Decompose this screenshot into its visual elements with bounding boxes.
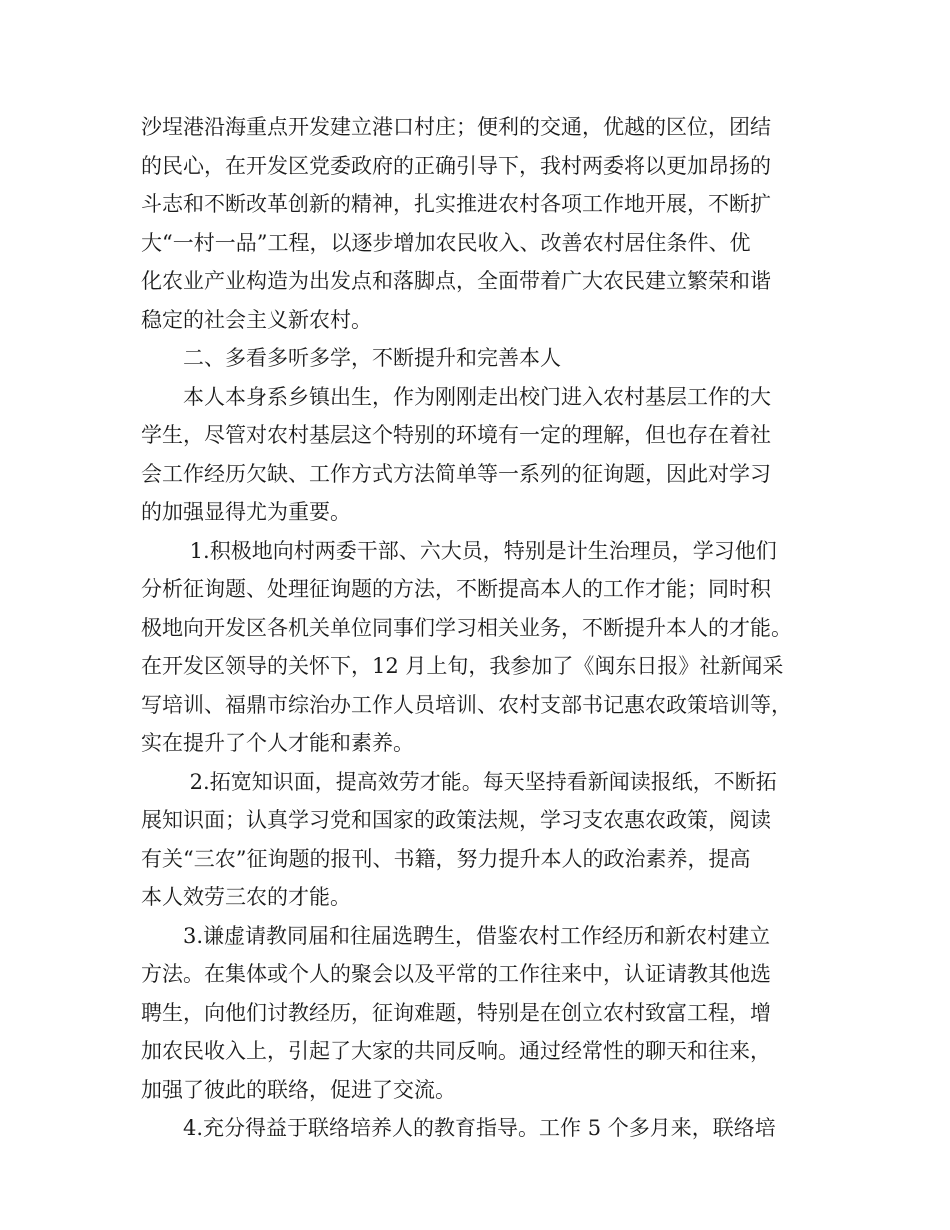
text-line: 会工作经历欠缺、工作方式方法简单等一系列的征询题，因此对学习 xyxy=(141,461,771,486)
section-heading: 二、多看多听多学，不断提升和完善本人 xyxy=(141,346,561,370)
text-line: 化农业产业构造为出发点和落脚点，全面带着广大农民建立繁荣和谐 xyxy=(141,269,771,293)
text-line: 有关“三农”征询题的报刊、书籍，努力提升本人的政治素养，提高 xyxy=(141,846,751,871)
body-text xyxy=(141,108,821,1148)
text-line: 稳定的社会主义新农村。 xyxy=(141,307,372,332)
text-line: 方法。在集体或个人的聚会以及平常的工作往来中，认证请教其他选 xyxy=(141,962,771,986)
text-line: 沙埕港沿海重点开发建立港口村庄；便利的交通，优越的区位，团结 xyxy=(141,115,771,139)
text-line: 分析征询题、处理征询题的方法，不断提高本人的工作才能；同时积 xyxy=(141,577,771,601)
text-line: 聘生，向他们讨教经历，征询难题，特别是在创立农村致富工程，增 xyxy=(141,1000,771,1025)
text-line: 斗志和不断改革创新的精神，扎实推进农村各项工作地开展，不断扩 xyxy=(141,192,771,216)
text-line: 极地向开发区各机关单位同事们学习相关业务，不断提升本人的才能。 xyxy=(141,615,792,640)
text-line: 实在提升了个人才能和素养。 xyxy=(141,731,414,755)
text-line: 的加强显得尤为重要。 xyxy=(141,500,351,524)
list-item-start: 3.谦虚请教同届和往届选聘生，借鉴农村工作经历和新农村建立 xyxy=(141,923,771,948)
text-line: 的民心，在开发区党委政府的正确引导下，我村两委将以更加昂扬的 xyxy=(141,153,771,178)
text-line: 加强了彼此的联络，促进了交流。 xyxy=(141,1077,456,1102)
text-line: 本人本身系乡镇出生，作为刚刚走出校门进入农村基层工作的大 xyxy=(141,384,771,409)
text-line: 加农民收入上，引起了大家的共同反响。通过经常性的聊天和往来， xyxy=(141,1039,771,1063)
list-item-start: 2.拓宽知识面，提高效劳才能。每天坚持看新闻读报纸，不断拓 xyxy=(141,769,777,794)
text-line: 在开发区领导的关怀下，12 月上旬，我参加了《闽东日报》社新闻采 xyxy=(141,654,784,678)
text-line: 写培训、福鼎市综治办工作人员培训、农村支部书记惠农政策培训等， xyxy=(141,692,792,717)
text-line: 大“一村一品”工程，以逐步增加农民收入、改善农村居住条件、优 xyxy=(141,230,751,255)
list-item-start: 1.积极地向村两委干部、六大员，特别是计生治理员，学习他们 xyxy=(141,538,777,563)
text-line: 学生，尽管对农村基层这个特别的环境有一定的理解，但也存在着社 xyxy=(141,423,771,447)
list-item-start: 4.充分得益于联络培养人的教育指导。工作 5 个多月来，联络培 xyxy=(141,1116,776,1140)
text-line: 展知识面；认真学习党和国家的政策法规，学习支农惠农政策，阅读 xyxy=(141,808,771,832)
text-line: 本人效劳三农的才能。 xyxy=(141,885,351,909)
